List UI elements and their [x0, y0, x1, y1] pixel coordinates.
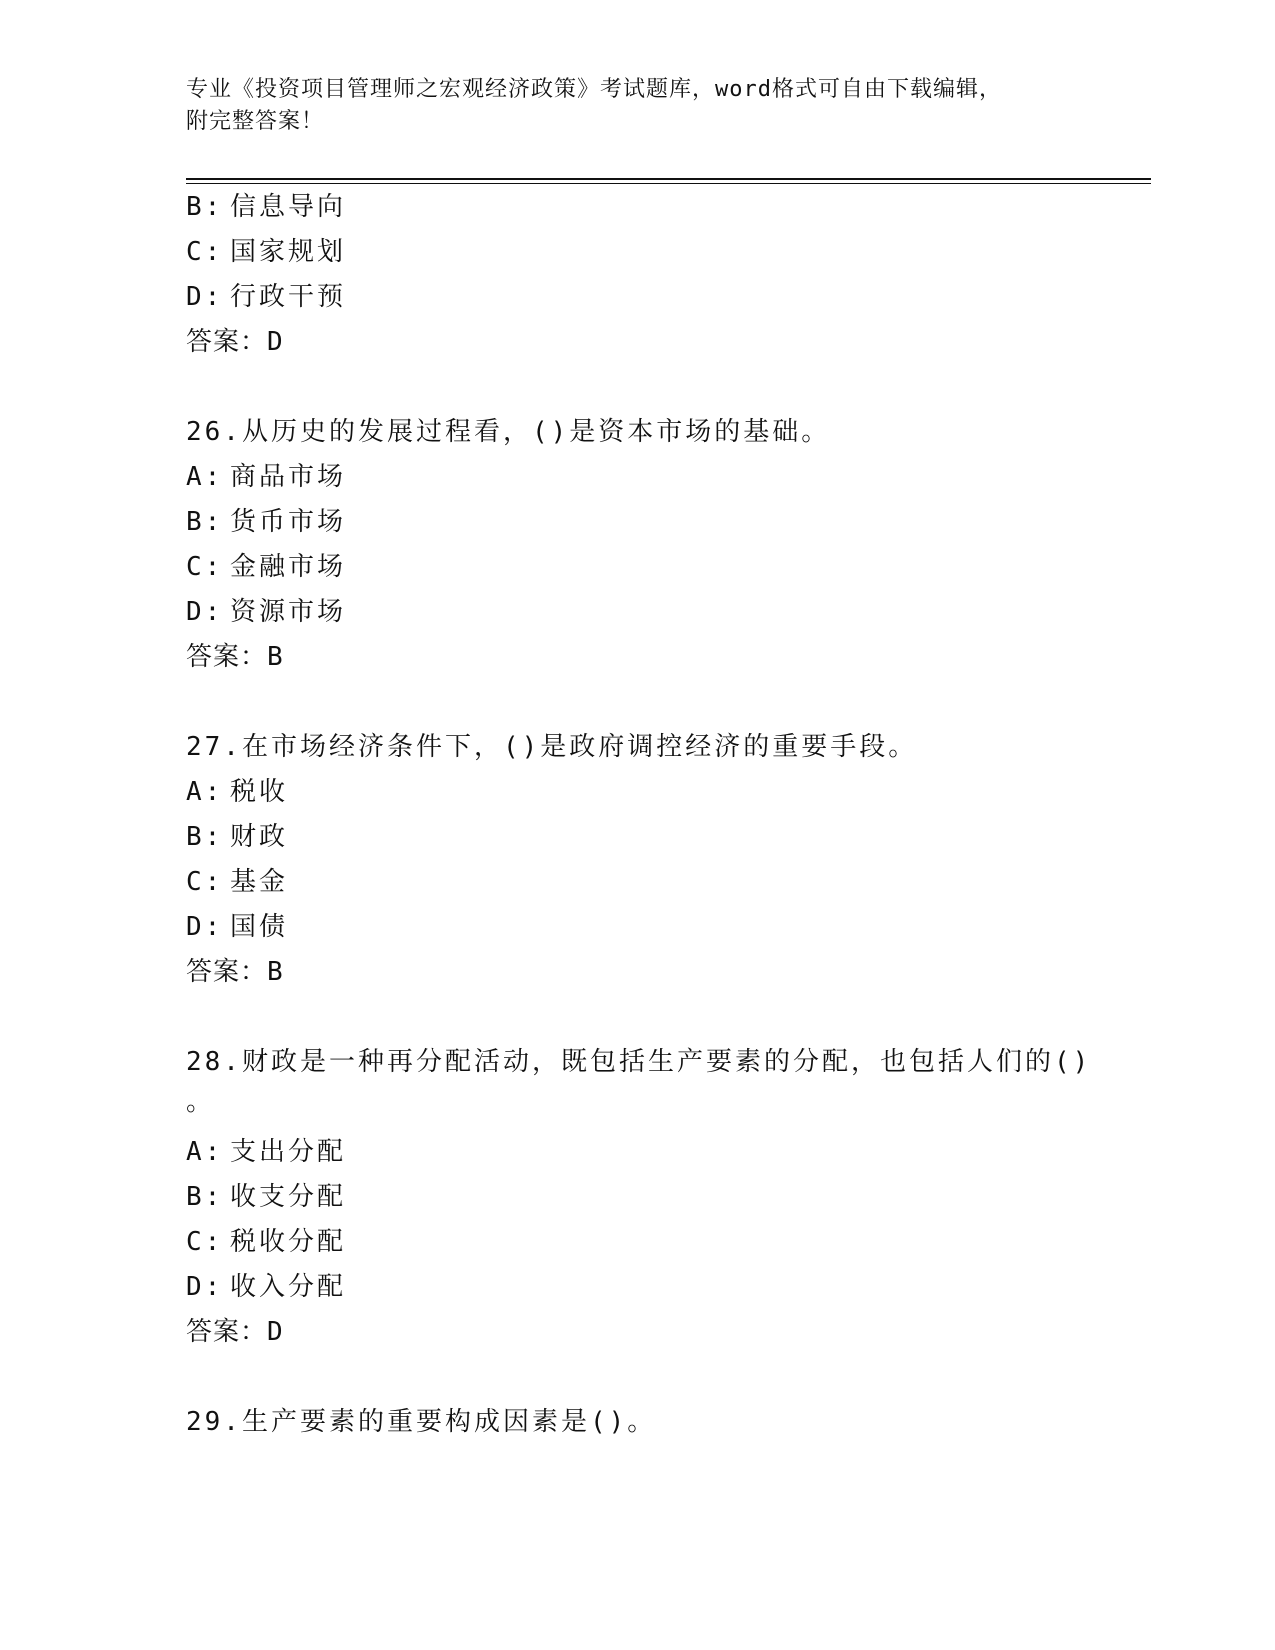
option-text: 税收 [230, 777, 289, 807]
option-letter: C: [186, 552, 224, 582]
option-text: 收入分配 [230, 1272, 347, 1302]
option-text: 基金 [230, 867, 289, 897]
option-letter: D: [186, 282, 224, 312]
header-line-2: 附完整答案！ [186, 109, 325, 134]
option-text: 国家规划 [230, 237, 347, 267]
option-letter: B: [186, 192, 224, 222]
option-letter: A: [186, 462, 224, 492]
option-letter: B: [186, 507, 224, 537]
answer-line: 答案：B [186, 642, 284, 672]
header-rule-thin [186, 183, 1151, 184]
question-stem: 27.在市场经济条件下，()是政府调控经济的重要手段。 [186, 732, 918, 762]
option-text: 收支分配 [230, 1182, 347, 1212]
document-header [186, 74, 1086, 138]
option-b [186, 190, 346, 224]
option-letter: D: [186, 597, 224, 627]
option-a [186, 460, 346, 494]
option-letter: A: [186, 777, 224, 807]
option-a [186, 1135, 346, 1169]
option-letter: A: [186, 1137, 224, 1167]
question-stem: 29.生产要素的重要构成因素是()。 [186, 1407, 657, 1437]
option-d [186, 595, 346, 629]
option-letter: D: [186, 912, 224, 942]
option-b [186, 505, 346, 539]
option-text: 货币市场 [230, 507, 347, 537]
option-a [186, 775, 288, 809]
option-letter: D: [186, 1272, 224, 1302]
option-letter: C: [186, 867, 224, 897]
option-c [186, 235, 346, 269]
option-letter: C: [186, 1227, 224, 1257]
option-c [186, 550, 346, 584]
question-stem: 28.财政是一种再分配活动，既包括生产要素的分配，也包括人们的() [186, 1047, 1092, 1077]
question-stem-continuation: 。 [186, 1087, 216, 1117]
answer-line: 答案：B [186, 957, 284, 987]
option-d [186, 910, 288, 944]
option-text: 金融市场 [230, 552, 347, 582]
option-d [186, 1270, 346, 1304]
option-text: 税收分配 [230, 1227, 347, 1257]
option-text: 信息导向 [230, 192, 347, 222]
option-b [186, 820, 288, 854]
option-letter: C: [186, 237, 224, 267]
option-text: 商品市场 [230, 462, 347, 492]
option-text: 国债 [230, 912, 289, 942]
answer-line: 答案：D [186, 327, 284, 357]
option-text: 资源市场 [230, 597, 347, 627]
option-text: 财政 [230, 822, 289, 852]
option-d [186, 280, 346, 314]
question-stem: 26.从历史的发展过程看，()是资本市场的基础。 [186, 417, 831, 447]
option-letter: B: [186, 822, 224, 852]
answer-line: 答案：D [186, 1317, 284, 1347]
header-line-1: 专业《投资项目管理师之宏观经济政策》考试题库，word格式可自由下载编辑， [186, 77, 1002, 102]
option-c [186, 1225, 346, 1259]
option-b [186, 1180, 346, 1214]
header-rule-thick [186, 178, 1151, 180]
option-letter: B: [186, 1182, 224, 1212]
option-text: 行政干预 [230, 282, 347, 312]
option-c [186, 865, 288, 899]
option-text: 支出分配 [230, 1137, 347, 1167]
